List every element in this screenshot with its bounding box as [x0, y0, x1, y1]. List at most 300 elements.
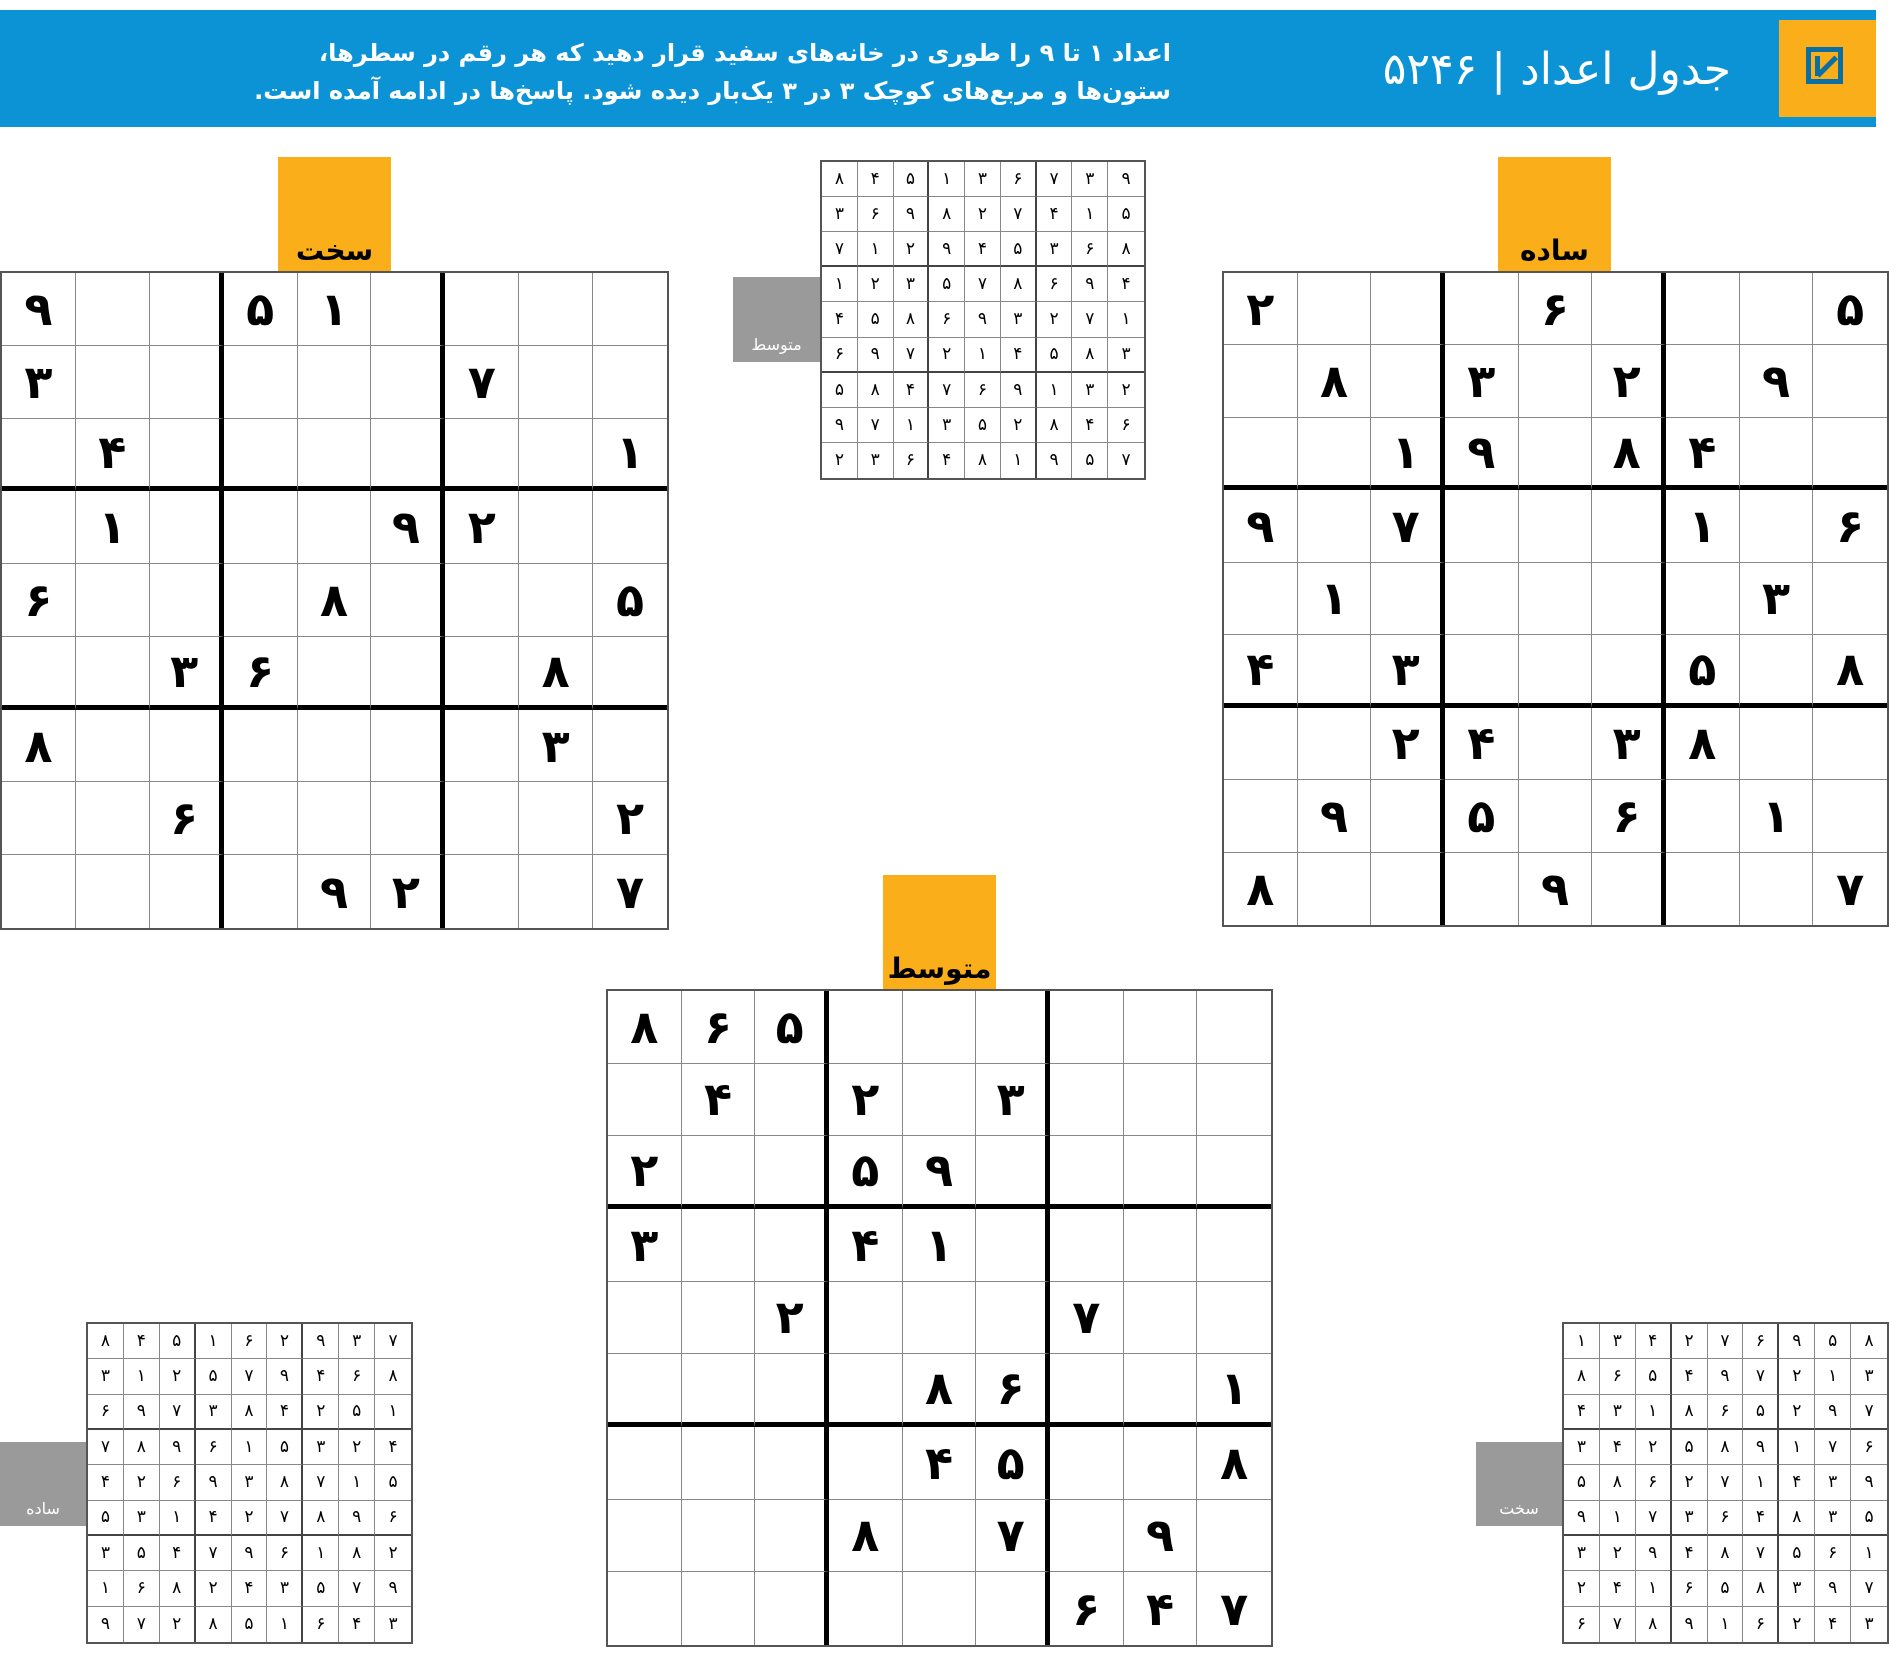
- grid-cell: ۵: [1636, 1359, 1672, 1394]
- grid-cell: ۳: [1108, 338, 1144, 373]
- grid-cell: [976, 1136, 1050, 1209]
- grid-cell: [1371, 273, 1445, 345]
- grid-cell: ۲: [1672, 1324, 1708, 1359]
- grid-cell: [682, 1572, 756, 1645]
- grid-cell: [445, 273, 519, 346]
- grid-cell: ۵: [1813, 273, 1887, 345]
- grid-cell: ۸: [1636, 1607, 1672, 1642]
- grid-cell: ۵: [1672, 1430, 1708, 1465]
- grid-cell: [1298, 635, 1372, 707]
- grid-cell: ۹: [929, 232, 965, 267]
- grid-cell: ۹: [2, 273, 76, 346]
- grid-cell: ۲: [829, 1064, 903, 1137]
- grid-cell: [1124, 1064, 1198, 1137]
- grid-cell: ۹: [160, 1430, 196, 1465]
- grid-cell: [1592, 490, 1666, 562]
- grid-cell: [76, 637, 150, 710]
- grid-cell: ۳: [1815, 1465, 1851, 1500]
- grid-cell: [1197, 1282, 1271, 1355]
- medium-puzzle-grid: [606, 989, 1273, 1647]
- grid-cell: [608, 1354, 682, 1427]
- grid-cell: ۴: [894, 373, 930, 408]
- grid-cell: ۳: [88, 1359, 124, 1394]
- grid-cell: ۱: [1636, 1395, 1672, 1430]
- grid-cell: [903, 1500, 977, 1573]
- grid-cell: ۷: [445, 346, 519, 419]
- grid-cell: ۲: [1779, 1395, 1815, 1430]
- grid-cell: ۴: [1108, 267, 1144, 302]
- grid-cell: ۷: [160, 1395, 196, 1430]
- grid-cell: ۳: [1001, 302, 1037, 337]
- grid-cell: ۵: [1708, 1571, 1744, 1606]
- grid-cell: ۳: [1371, 635, 1445, 707]
- grid-cell: [682, 1427, 756, 1500]
- grid-cell: ۸: [375, 1359, 411, 1394]
- grid-cell: ۲: [1779, 1607, 1815, 1642]
- grid-cell: [1124, 1136, 1198, 1209]
- grid-cell: [1371, 853, 1445, 925]
- instructions-text: اعداد ۱ تا ۹ را طوری در خانه‌های سفید قرار دهید که هر رقم در سطرها، ستون‌ها و مربع‌های کوچک ۳ در ۳ یک‌بار دیده شود. پاسخ‌ها در ادامه آمده است.: [254, 39, 1171, 105]
- grid-cell: ۷: [1037, 162, 1073, 197]
- grid-cell: ۵: [1445, 780, 1519, 852]
- grid-cell: [1224, 345, 1298, 417]
- grid-cell: ۲: [1224, 273, 1298, 345]
- grid-cell: ۹: [1815, 1395, 1851, 1430]
- grid-cell: [76, 710, 150, 783]
- grid-cell: ۴: [822, 302, 858, 337]
- grid-cell: [1519, 345, 1593, 417]
- grid-cell: [1124, 1427, 1198, 1500]
- grid-cell: ۸: [903, 1354, 977, 1427]
- grid-cell: ۱: [1037, 373, 1073, 408]
- grid-cell: ۷: [1600, 1607, 1636, 1642]
- grid-cell: ۳: [1072, 162, 1108, 197]
- grid-cell: ۸: [160, 1571, 196, 1606]
- grid-cell: ۱: [858, 232, 894, 267]
- medium-answer-label: متوسط: [751, 335, 802, 354]
- grid-cell: ۱: [124, 1359, 160, 1394]
- grid-cell: [1298, 853, 1372, 925]
- grid-cell: [1298, 418, 1372, 490]
- grid-cell: [755, 1064, 829, 1137]
- grid-cell: ۴: [1224, 635, 1298, 707]
- grid-cell: ۴: [1743, 1501, 1779, 1536]
- grid-cell: [1050, 991, 1124, 1064]
- grid-cell: ۷: [1851, 1571, 1887, 1606]
- grid-cell: ۸: [1037, 408, 1073, 443]
- grid-cell: ۸: [965, 443, 1001, 478]
- grid-cell: [224, 564, 298, 637]
- grid-cell: ۷: [616, 864, 645, 919]
- grid-cell: ۴: [1072, 408, 1108, 443]
- grid-cell: ۵: [593, 564, 667, 637]
- grid-cell: ۲: [371, 855, 445, 928]
- grid-cell: [1592, 563, 1666, 635]
- grid-cell: ۶: [1636, 1465, 1672, 1500]
- grid-cell: ۶: [1050, 1572, 1124, 1645]
- grid-cell: ۳: [894, 267, 930, 302]
- grid-cell: [150, 346, 224, 419]
- grid-cell: [150, 710, 224, 783]
- grid-cell: [1298, 708, 1372, 780]
- grid-cell: ۷: [1050, 1282, 1124, 1355]
- grid-cell: ۵: [1815, 1324, 1851, 1359]
- grid-cell: ۱: [196, 1324, 232, 1359]
- grid-cell: ۹: [1072, 267, 1108, 302]
- grid-cell: ۳: [1672, 1501, 1708, 1536]
- grid-cell: ۱: [160, 1501, 196, 1536]
- grid-cell: [608, 1064, 682, 1137]
- grid-cell: [1197, 1500, 1271, 1573]
- grid-cell: ۹: [1740, 345, 1814, 417]
- grid-cell: [371, 419, 445, 492]
- grid-cell: [829, 1427, 903, 1500]
- grid-cell: ۸: [267, 1465, 303, 1500]
- grid-cell: [371, 564, 445, 637]
- grid-cell: ۷: [303, 1465, 339, 1500]
- grid-cell: ۱: [1740, 780, 1814, 852]
- grid-cell: ۲: [1001, 408, 1037, 443]
- grid-cell: ۳: [1564, 1536, 1600, 1571]
- grid-cell: ۶: [2, 564, 76, 637]
- grid-cell: ۹: [1037, 443, 1073, 478]
- grid-cell: ۷: [267, 1501, 303, 1536]
- grid-cell: ۸: [1072, 338, 1108, 373]
- grid-cell: ۳: [339, 1324, 375, 1359]
- grid-cell: ۳: [1600, 1395, 1636, 1430]
- grid-cell: ۸: [894, 302, 930, 337]
- grid-cell: ۱: [339, 1465, 375, 1500]
- grid-cell: ۱: [894, 408, 930, 443]
- grid-cell: [682, 1209, 756, 1282]
- grid-cell: ۱: [903, 1209, 977, 1282]
- grid-cell: ۷: [1220, 1581, 1249, 1636]
- grid-cell: ۴: [1666, 418, 1740, 490]
- grid-cell: [1197, 991, 1271, 1064]
- grid-cell: ۹: [88, 1607, 124, 1642]
- grid-cell: [1224, 418, 1298, 490]
- grid-cell: [1519, 490, 1593, 562]
- grid-cell: [903, 1282, 977, 1355]
- grid-cell: [519, 491, 593, 564]
- grid-cell: ۸: [196, 1607, 232, 1642]
- grid-cell: ۲: [965, 197, 1001, 232]
- grid-cell: ۲: [1600, 1536, 1636, 1571]
- grid-cell: ۹: [1851, 1465, 1887, 1500]
- grid-cell: [1197, 1209, 1271, 1282]
- grid-cell: [224, 782, 298, 855]
- hard-answer-tag: [1476, 1442, 1562, 1526]
- hard-answer-label: سخت: [1499, 1499, 1539, 1518]
- grid-cell: [755, 1209, 829, 1282]
- grid-cell: ۲: [232, 1501, 268, 1536]
- grid-cell: [224, 855, 298, 928]
- hard-puzzle-grid: [0, 271, 669, 930]
- grid-cell: ۵: [224, 273, 298, 346]
- grid-cell: ۲: [124, 1465, 160, 1500]
- grid-cell: ۴: [1564, 1395, 1600, 1430]
- grid-cell: ۱: [1108, 302, 1144, 337]
- grid-cell: ۸: [1779, 1501, 1815, 1536]
- grid-cell: [1666, 563, 1740, 635]
- grid-cell: [76, 346, 150, 419]
- grid-cell: ۹: [1779, 1324, 1815, 1359]
- grid-cell: [829, 1572, 903, 1645]
- grid-cell: ۹: [124, 1395, 160, 1430]
- grid-cell: ۱: [1564, 1324, 1600, 1359]
- grid-cell: ۴: [929, 443, 965, 478]
- grid-cell: [519, 346, 593, 419]
- grid-cell: ۵: [339, 1395, 375, 1430]
- grid-cell: ۳: [1445, 345, 1519, 417]
- grid-cell: ۷: [822, 232, 858, 267]
- grid-cell: [1124, 1354, 1198, 1427]
- grid-cell: ۳: [124, 1501, 160, 1536]
- grid-cell: [1445, 490, 1519, 562]
- grid-cell: ۱: [593, 419, 667, 492]
- grid-cell: ۹: [375, 1571, 411, 1606]
- grid-cell: ۸: [1108, 232, 1144, 267]
- grid-cell: ۲: [303, 1395, 339, 1430]
- grid-cell: ۴: [1779, 1465, 1815, 1500]
- grid-cell: [298, 637, 372, 710]
- grid-cell: [1371, 563, 1445, 635]
- grid-cell: ۴: [682, 1064, 756, 1137]
- grid-cell: ۵: [894, 162, 930, 197]
- grid-cell: [682, 1282, 756, 1355]
- grid-cell: ۲: [1037, 302, 1073, 337]
- easy-puzzle-grid: [1222, 271, 1889, 927]
- grid-cell: [1519, 418, 1593, 490]
- grid-cell: [1519, 780, 1593, 852]
- grid-cell: [76, 564, 150, 637]
- grid-cell: ۵: [1779, 1536, 1815, 1571]
- hard-label-tag: [278, 157, 391, 271]
- grid-cell: ۴: [160, 1536, 196, 1571]
- grid-cell: ۶: [976, 1354, 1050, 1427]
- grid-cell: [593, 637, 667, 710]
- grid-cell: ۱: [1072, 197, 1108, 232]
- grid-cell: [1050, 1209, 1124, 1282]
- grid-cell: ۴: [1636, 1324, 1672, 1359]
- grid-cell: ۴: [1124, 1572, 1198, 1645]
- grid-cell: ۳: [519, 710, 593, 783]
- grid-cell: ۴: [124, 1324, 160, 1359]
- logo: [1779, 20, 1876, 117]
- grid-cell: [519, 419, 593, 492]
- header-bar: [0, 10, 1876, 127]
- grid-cell: ۹: [371, 491, 445, 564]
- grid-cell: [1050, 1136, 1124, 1209]
- grid-cell: ۵: [965, 408, 1001, 443]
- grid-cell: ۹: [1672, 1607, 1708, 1642]
- grid-cell: [224, 491, 298, 564]
- grid-cell: ۳: [88, 1536, 124, 1571]
- grid-cell: [298, 710, 372, 783]
- grid-cell: ۲: [894, 232, 930, 267]
- grid-cell: ۵: [267, 1430, 303, 1465]
- grid-cell: [1445, 563, 1519, 635]
- grid-cell: ۴: [1600, 1571, 1636, 1606]
- grid-cell: [1124, 1282, 1198, 1355]
- grid-cell: [903, 1064, 977, 1137]
- medium-label-tag: [883, 875, 996, 989]
- grid-cell: [371, 710, 445, 783]
- grid-cell: ۴: [232, 1571, 268, 1606]
- grid-cell: ۸: [822, 162, 858, 197]
- grid-cell: ۶: [822, 338, 858, 373]
- grid-cell: ۶: [1001, 162, 1037, 197]
- easy-answer-tag: [0, 1442, 86, 1526]
- grid-cell: ۳: [2, 346, 76, 419]
- grid-cell: ۳: [1564, 1430, 1600, 1465]
- grid-cell: [755, 1500, 829, 1573]
- grid-cell: ۹: [196, 1465, 232, 1500]
- grid-cell: ۳: [1037, 232, 1073, 267]
- grid-cell: ۸: [232, 1395, 268, 1430]
- grid-cell: [1592, 853, 1666, 925]
- grid-cell: ۹: [1001, 373, 1037, 408]
- grid-cell: ۸: [124, 1430, 160, 1465]
- grid-cell: ۷: [1743, 1359, 1779, 1394]
- grid-cell: [1298, 490, 1372, 562]
- medium-label: متوسط: [887, 952, 992, 985]
- grid-cell: ۶: [1072, 232, 1108, 267]
- grid-cell: ۳: [822, 197, 858, 232]
- grid-cell: [593, 710, 667, 783]
- grid-cell: ۹: [858, 338, 894, 373]
- grid-cell: [1740, 708, 1814, 780]
- grid-cell: ۱: [822, 267, 858, 302]
- grid-cell: ۴: [903, 1427, 977, 1500]
- grid-cell: ۷: [1072, 302, 1108, 337]
- grid-cell: ۲: [1672, 1465, 1708, 1500]
- grid-cell: ۴: [1672, 1359, 1708, 1394]
- grid-cell: ۱: [1708, 1607, 1744, 1642]
- grid-cell: ۲: [755, 1282, 829, 1355]
- medium-answer-grid: [820, 160, 1146, 480]
- grid-cell: ۸: [1197, 1427, 1271, 1500]
- arrow-icon: [1806, 47, 1843, 84]
- grid-cell: ۶: [339, 1359, 375, 1394]
- grid-cell: ۲: [1636, 1430, 1672, 1465]
- grid-cell: [224, 419, 298, 492]
- grid-cell: ۶: [1708, 1501, 1744, 1536]
- grid-cell: ۸: [1708, 1430, 1744, 1465]
- grid-cell: ۵: [1037, 338, 1073, 373]
- grid-cell: [1050, 1427, 1124, 1500]
- grid-cell: [1813, 708, 1887, 780]
- grid-cell: [2, 637, 76, 710]
- grid-cell: ۶: [1108, 408, 1144, 443]
- grid-cell: ۶: [150, 782, 224, 855]
- grid-cell: ۴: [339, 1607, 375, 1642]
- grid-cell: ۶: [1743, 1607, 1779, 1642]
- grid-cell: [1666, 853, 1740, 925]
- grid-cell: ۱: [1815, 1359, 1851, 1394]
- grid-cell: ۹: [339, 1501, 375, 1536]
- grid-cell: ۶: [1851, 1430, 1887, 1465]
- grid-cell: [2, 491, 76, 564]
- grid-cell: ۶: [1815, 1536, 1851, 1571]
- grid-cell: ۸: [339, 1536, 375, 1571]
- grid-cell: ۸: [2, 710, 76, 783]
- grid-cell: ۶: [1519, 273, 1593, 345]
- grid-cell: [829, 991, 903, 1064]
- grid-cell: [1592, 635, 1666, 707]
- grid-cell: ۸: [1001, 267, 1037, 302]
- grid-cell: [1519, 635, 1593, 707]
- grid-cell: [682, 1354, 756, 1427]
- grid-cell: ۳: [965, 162, 1001, 197]
- easy-answer-label: ساده: [26, 1499, 60, 1518]
- grid-cell: ۷: [1001, 197, 1037, 232]
- hard-answer-grid: [1562, 1322, 1889, 1644]
- grid-cell: ۶: [929, 302, 965, 337]
- grid-cell: [1224, 563, 1298, 635]
- grid-cell: ۵: [232, 1607, 268, 1642]
- grid-cell: ۷: [894, 338, 930, 373]
- grid-cell: ۷: [124, 1607, 160, 1642]
- grid-cell: [682, 1500, 756, 1573]
- grid-cell: [371, 273, 445, 346]
- grid-cell: ۸: [1851, 1324, 1887, 1359]
- grid-cell: [150, 855, 224, 928]
- grid-cell: ۱: [375, 1395, 411, 1430]
- grid-cell: [1124, 1209, 1198, 1282]
- grid-cell: ۷: [1636, 1501, 1672, 1536]
- grid-cell: ۴: [1001, 338, 1037, 373]
- grid-cell: [298, 782, 372, 855]
- grid-cell: [1740, 853, 1814, 925]
- grid-cell: [682, 1136, 756, 1209]
- grid-cell: ۹: [1564, 1501, 1600, 1536]
- grid-cell: ۲: [1779, 1359, 1815, 1394]
- grid-cell: [1519, 708, 1593, 780]
- grid-cell: [76, 855, 150, 928]
- grid-cell: [1740, 490, 1814, 562]
- grid-cell: ۲: [1371, 708, 1445, 780]
- grid-cell: [593, 346, 667, 419]
- grid-cell: ۸: [1666, 708, 1740, 780]
- grid-cell: ۱: [1001, 443, 1037, 478]
- grid-cell: [608, 1427, 682, 1500]
- page-title: جدول اعداد | ۵۲۴۶: [1382, 44, 1731, 95]
- grid-cell: ۹: [1124, 1500, 1198, 1573]
- grid-cell: [1740, 635, 1814, 707]
- grid-cell: ۹: [298, 855, 372, 928]
- grid-cell: [224, 710, 298, 783]
- grid-cell: ۱: [929, 162, 965, 197]
- grid-cell: [2, 419, 76, 492]
- grid-cell: ۳: [1600, 1324, 1636, 1359]
- grid-cell: ۸: [303, 1501, 339, 1536]
- grid-cell: ۵: [1072, 443, 1108, 478]
- grid-cell: ۷: [339, 1571, 375, 1606]
- grid-cell: [593, 491, 667, 564]
- grid-cell: [1813, 563, 1887, 635]
- grid-cell: ۴: [829, 1209, 903, 1282]
- grid-cell: ۲: [822, 443, 858, 478]
- grid-cell: ۳: [303, 1430, 339, 1465]
- grid-cell: ۶: [267, 1536, 303, 1571]
- grid-cell: ۷: [858, 408, 894, 443]
- grid-cell: ۸: [929, 197, 965, 232]
- grid-cell: ۱: [1197, 1354, 1271, 1427]
- easy-label-tag: [1498, 157, 1611, 271]
- grid-cell: ۶: [1743, 1324, 1779, 1359]
- grid-cell: ۸: [1564, 1359, 1600, 1394]
